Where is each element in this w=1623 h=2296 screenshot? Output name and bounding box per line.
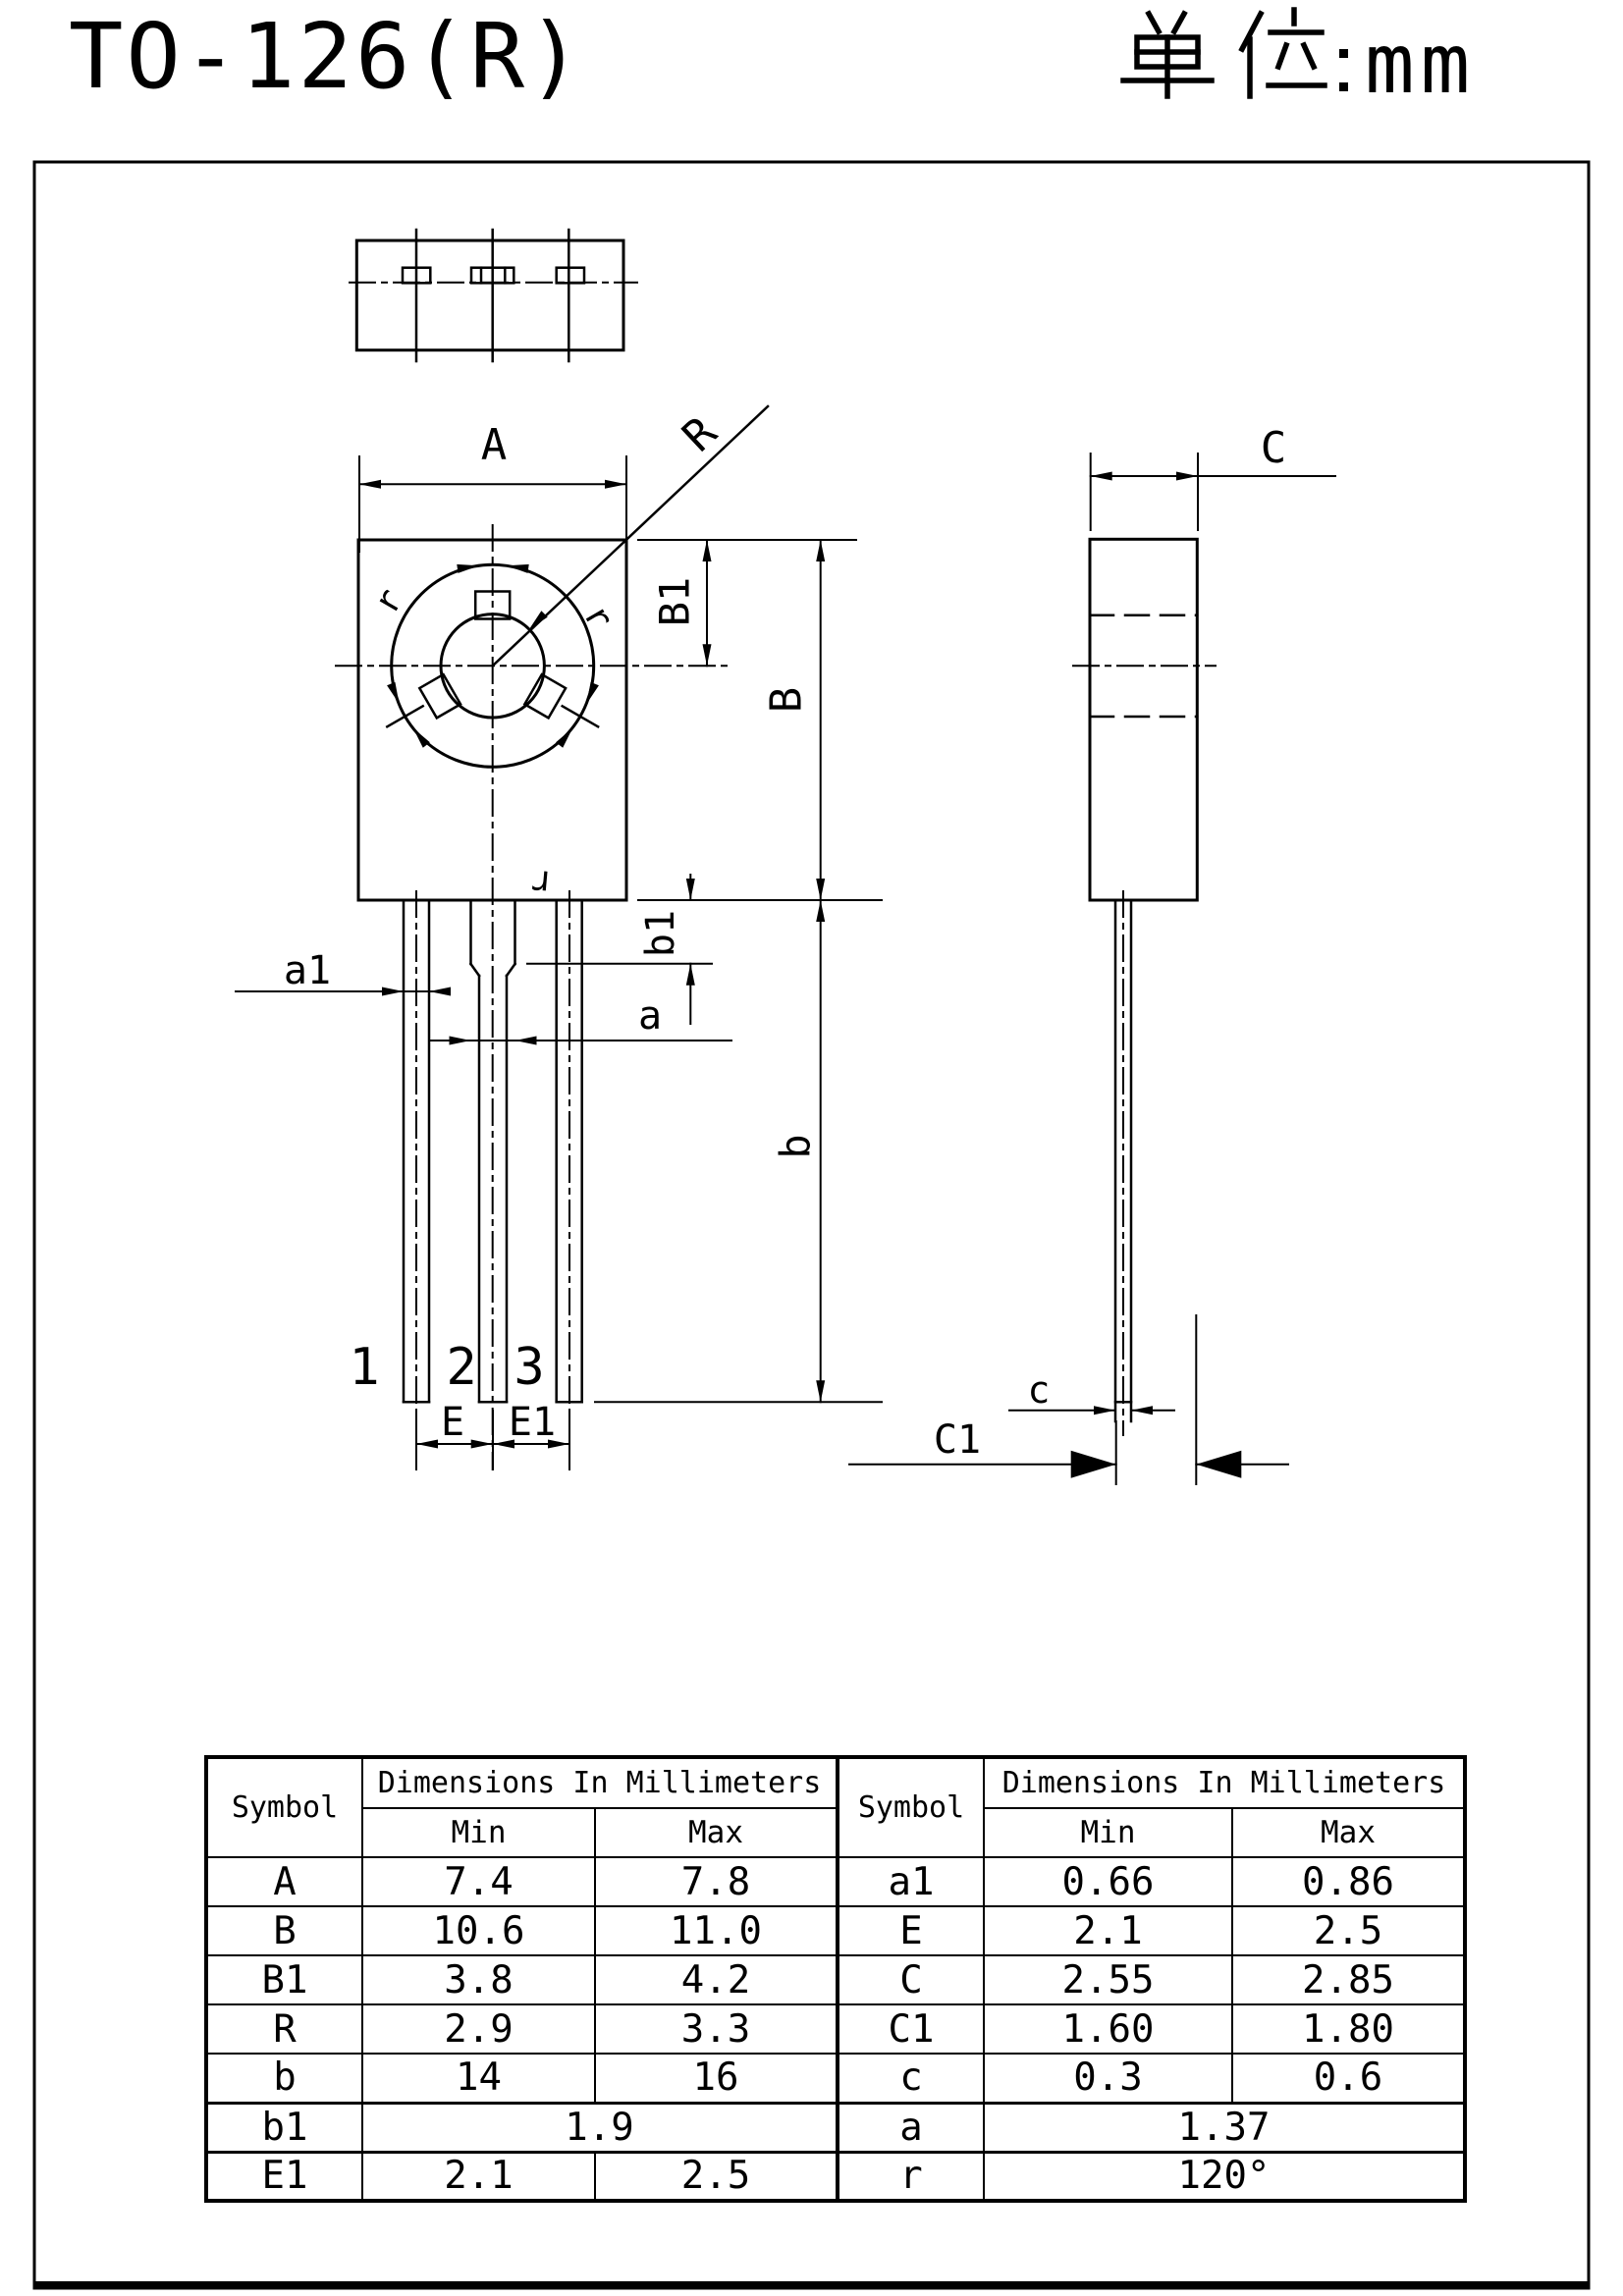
symbol-cell: B	[206, 1906, 362, 1955]
radius-line	[493, 406, 768, 666]
min-cell: 2.1	[362, 2152, 595, 2201]
symbol-cell: E1	[206, 2152, 362, 2201]
symbol-cell: B1	[206, 1955, 362, 2004]
table-row	[838, 1955, 1465, 2004]
dim-label-b1: b1	[638, 909, 683, 958]
table-header-min: Min	[362, 1808, 595, 1857]
symbol-cell: A	[206, 1857, 362, 1906]
symbol-cell: C1	[838, 2004, 984, 2054]
top-view-body	[356, 240, 623, 350]
front-view	[336, 406, 768, 1469]
symbol-cell: a	[838, 2103, 984, 2152]
table-header-min: Min	[984, 1808, 1232, 1857]
symbol-cell: b1	[206, 2103, 362, 2152]
front-view-centerlines	[336, 525, 732, 1469]
min-cell: 10.6	[362, 1906, 595, 1955]
side-view	[1073, 539, 1216, 1435]
table-row	[838, 1857, 1465, 1906]
side-view-dimensions	[849, 454, 1335, 1484]
max-cell: 7.8	[595, 1857, 838, 1906]
min-cell: 2.1	[984, 1906, 1232, 1955]
table-row	[206, 1857, 838, 1906]
units-value: mm	[1365, 16, 1477, 112]
symbol-cell: a1	[838, 1857, 984, 1906]
symbol-cell: c	[838, 2054, 984, 2103]
pin-number-2: 2	[446, 1338, 477, 1397]
table-header-max: Max	[1232, 1808, 1465, 1857]
max-cell: 2.85	[1232, 1955, 1465, 2004]
min-cell: 7.4	[362, 1857, 595, 1906]
angle-label-r-top-left: r	[365, 581, 412, 621]
dim-label-B: B	[761, 686, 812, 714]
merged-value-cell: 1.37	[984, 2103, 1465, 2152]
dim-label-a1: a1	[283, 948, 332, 993]
table-row	[838, 2054, 1465, 2103]
table-header-symbol: Symbol	[838, 1757, 984, 1857]
table-header-symbol: Symbol	[206, 1757, 362, 1857]
table-row	[206, 1955, 838, 2004]
max-cell: 1.80	[1232, 2004, 1465, 2054]
dim-label-C: C	[1260, 423, 1287, 473]
pad-bottom-right	[524, 674, 566, 718]
min-cell: 2.55	[984, 1955, 1232, 2004]
angle-label-r-right: r	[574, 597, 622, 637]
symbol-cell: R	[206, 2004, 362, 2054]
max-cell: 4.2	[595, 1955, 838, 2004]
dim-label-c: c	[1027, 1368, 1051, 1412]
table-header-max: Max	[595, 1808, 838, 1857]
min-cell: 14	[362, 2054, 595, 2103]
dim-label-B1: B1	[650, 576, 699, 627]
max-cell: 16	[595, 2054, 838, 2103]
max-cell: 2.5	[1232, 1906, 1465, 1955]
front-view-dimensions	[236, 456, 882, 1469]
table-row	[838, 2004, 1465, 2054]
symbol-cell: r	[838, 2152, 984, 2201]
dim-label-E1: E1	[508, 1400, 557, 1445]
top-view	[350, 230, 637, 361]
max-cell: 0.86	[1232, 1857, 1465, 1906]
symbol-cell: C	[838, 1955, 984, 2004]
max-cell: 0.6	[1232, 2054, 1465, 2103]
table-row	[838, 2152, 1465, 2201]
pad-bottom-left	[419, 674, 460, 718]
min-cell: 0.66	[984, 1857, 1232, 1906]
symbol-cell: b	[206, 2054, 362, 2103]
page-title: TO-126(R)	[69, 4, 585, 109]
pin-number-3: 3	[514, 1338, 545, 1397]
table-row	[206, 2004, 838, 2054]
min-cell: 3.8	[362, 1955, 595, 2004]
pin-number-1: 1	[349, 1338, 380, 1397]
table-header-dimensions: Dimensions In Millimeters	[984, 1757, 1465, 1808]
table-row	[838, 1906, 1465, 1955]
max-cell: 11.0	[595, 1906, 838, 1955]
table-row	[206, 1906, 838, 1955]
table-row	[206, 2054, 838, 2103]
min-cell: 0.3	[984, 2054, 1232, 2103]
symbol-cell: E	[838, 1906, 984, 1955]
angle-label-r-bottom: r	[529, 861, 555, 904]
merged-value-cell: 120°	[984, 2152, 1465, 2201]
side-view-arrowheads	[1071, 472, 1242, 1478]
dim-label-A: A	[480, 420, 508, 470]
max-cell: 3.3	[595, 2004, 838, 2054]
merged-value-cell: 1.9	[362, 2103, 838, 2152]
dimension-table-left	[204, 1755, 839, 2203]
dim-label-R: R	[673, 406, 727, 462]
top-view-tab-3	[557, 268, 584, 284]
dim-label-E: E	[440, 1400, 465, 1445]
dim-label-a: a	[637, 993, 663, 1039]
table-row	[838, 2103, 1465, 2152]
min-cell: 1.60	[984, 2004, 1232, 2054]
max-cell: 2.5	[595, 2152, 838, 2201]
dimension-table-right	[836, 1755, 1467, 2203]
dim-label-b: b	[771, 1134, 820, 1159]
table-header-dimensions: Dimensions In Millimeters	[362, 1757, 838, 1808]
table-row	[206, 2152, 838, 2201]
side-view-body	[1090, 539, 1197, 900]
table-row	[206, 2103, 838, 2152]
dim-label-C1: C1	[933, 1417, 982, 1463]
min-cell: 2.9	[362, 2004, 595, 2054]
